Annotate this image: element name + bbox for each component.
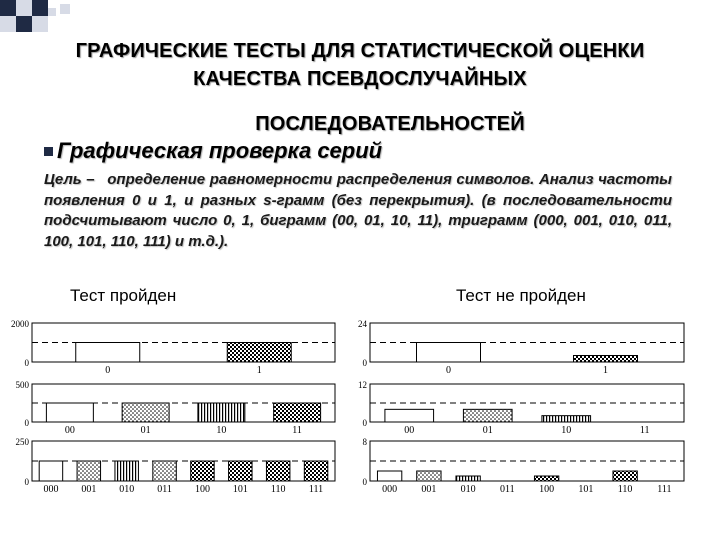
histogram-bar: [463, 409, 512, 422]
histogram-bar: [122, 403, 169, 422]
histogram-bar: [304, 461, 327, 481]
x-tick-label: 101: [232, 484, 248, 495]
x-tick-label: 00: [64, 425, 75, 436]
y-tick-label: 2000: [11, 319, 29, 329]
y-tick-label: 0: [24, 477, 29, 487]
bullet-heading-text: Графическая проверка серий: [57, 138, 383, 163]
caption-pass: Тест пройден: [70, 286, 177, 305]
x-tick-label: 011: [157, 484, 172, 495]
y-tick-label: 0: [362, 418, 367, 428]
x-tick-label: 11: [639, 425, 650, 436]
histogram-bar: [76, 343, 140, 363]
x-tick-label: 10: [561, 425, 572, 436]
x-tick-label: 011: [500, 484, 515, 495]
histogram-bar: [385, 409, 434, 422]
histogram-bar: [574, 356, 638, 363]
x-tick-label: 01: [482, 425, 493, 436]
histogram-bar: [229, 461, 252, 481]
x-tick-label: 1: [256, 365, 262, 376]
y-tick-label: 8: [362, 437, 367, 447]
histogram-bar: [153, 461, 176, 481]
x-tick-label: 010: [119, 484, 135, 495]
y-tick-label: 0: [24, 418, 29, 428]
x-tick-label: 110: [270, 484, 286, 495]
x-tick-label: 010: [460, 484, 476, 495]
slide-title-line2: КАЧЕСТВА ПСЕВДОСЛУЧАЙНЫХ: [193, 68, 527, 90]
y-tick-label: 24: [358, 319, 367, 329]
caption-fail: Тест не пройден: [456, 286, 586, 305]
x-tick-label: 001: [81, 484, 97, 495]
histogram-bar: [274, 403, 321, 422]
histogram-bar: [417, 343, 481, 363]
y-tick-label: 0: [362, 477, 367, 487]
x-tick-label: 001: [421, 484, 437, 495]
histogram-bar: [191, 461, 214, 481]
x-tick-label: 000: [382, 484, 398, 495]
histogram-bar: [456, 476, 480, 481]
x-tick-label: 100: [539, 484, 555, 495]
histogram-bar: [115, 461, 138, 481]
y-tick-label: 0: [362, 358, 367, 368]
y-tick-label: 500: [15, 380, 29, 390]
x-tick-label: 11: [292, 425, 302, 436]
y-tick-label: 250: [15, 437, 29, 447]
histogram-bar: [227, 343, 291, 363]
x-tick-label: 0: [446, 365, 451, 376]
x-tick-label: 1: [603, 365, 608, 376]
x-tick-label: 100: [194, 484, 210, 495]
x-tick-label: 00: [404, 425, 415, 436]
histogram-bar: [266, 461, 289, 481]
body-lead: Цель –: [44, 171, 95, 188]
x-tick-label: 110: [617, 484, 633, 495]
histogram-bar: [198, 403, 245, 422]
histogram-bar: [39, 461, 62, 481]
y-tick-label: 0: [24, 358, 29, 368]
x-tick-label: 000: [43, 484, 59, 495]
x-tick-label: 10: [216, 425, 227, 436]
slide-title-line1: ГРАФИЧЕСКИЕ ТЕСТЫ ДЛЯ СТАТИСТИЧЕСКОЙ ОЦЕНКИ: [75, 40, 645, 62]
histogram-bar: [377, 471, 401, 481]
x-tick-label: 01: [140, 425, 151, 436]
histogram-bar: [534, 476, 558, 481]
x-tick-label: 0: [105, 365, 111, 376]
histogram-bar: [417, 471, 441, 481]
histogram-bar: [46, 403, 93, 422]
slide-title-line3: ПОСЛЕДОВАТЕЛЬНОСТЕЙ: [255, 113, 525, 135]
x-tick-label: 101: [578, 484, 594, 495]
histogram-bar: [77, 461, 100, 481]
x-tick-label: 111: [308, 484, 324, 495]
body-text: определение равномерности распределения символов. Анализ частоты появления 0 и 1, и разных s-грамм (без перекрытия). (в последовательности подсчитывают число 0, 1, биграмм (00, 01, 10, 11), триграмм (000, 001, 010, 011, 100, 101, 110, 111) и т.д.).: [44, 171, 672, 250]
x-tick-label: 111: [657, 484, 672, 495]
y-tick-label: 12: [358, 380, 367, 390]
histogram-bar: [613, 471, 637, 481]
histogram-bar: [542, 416, 591, 422]
